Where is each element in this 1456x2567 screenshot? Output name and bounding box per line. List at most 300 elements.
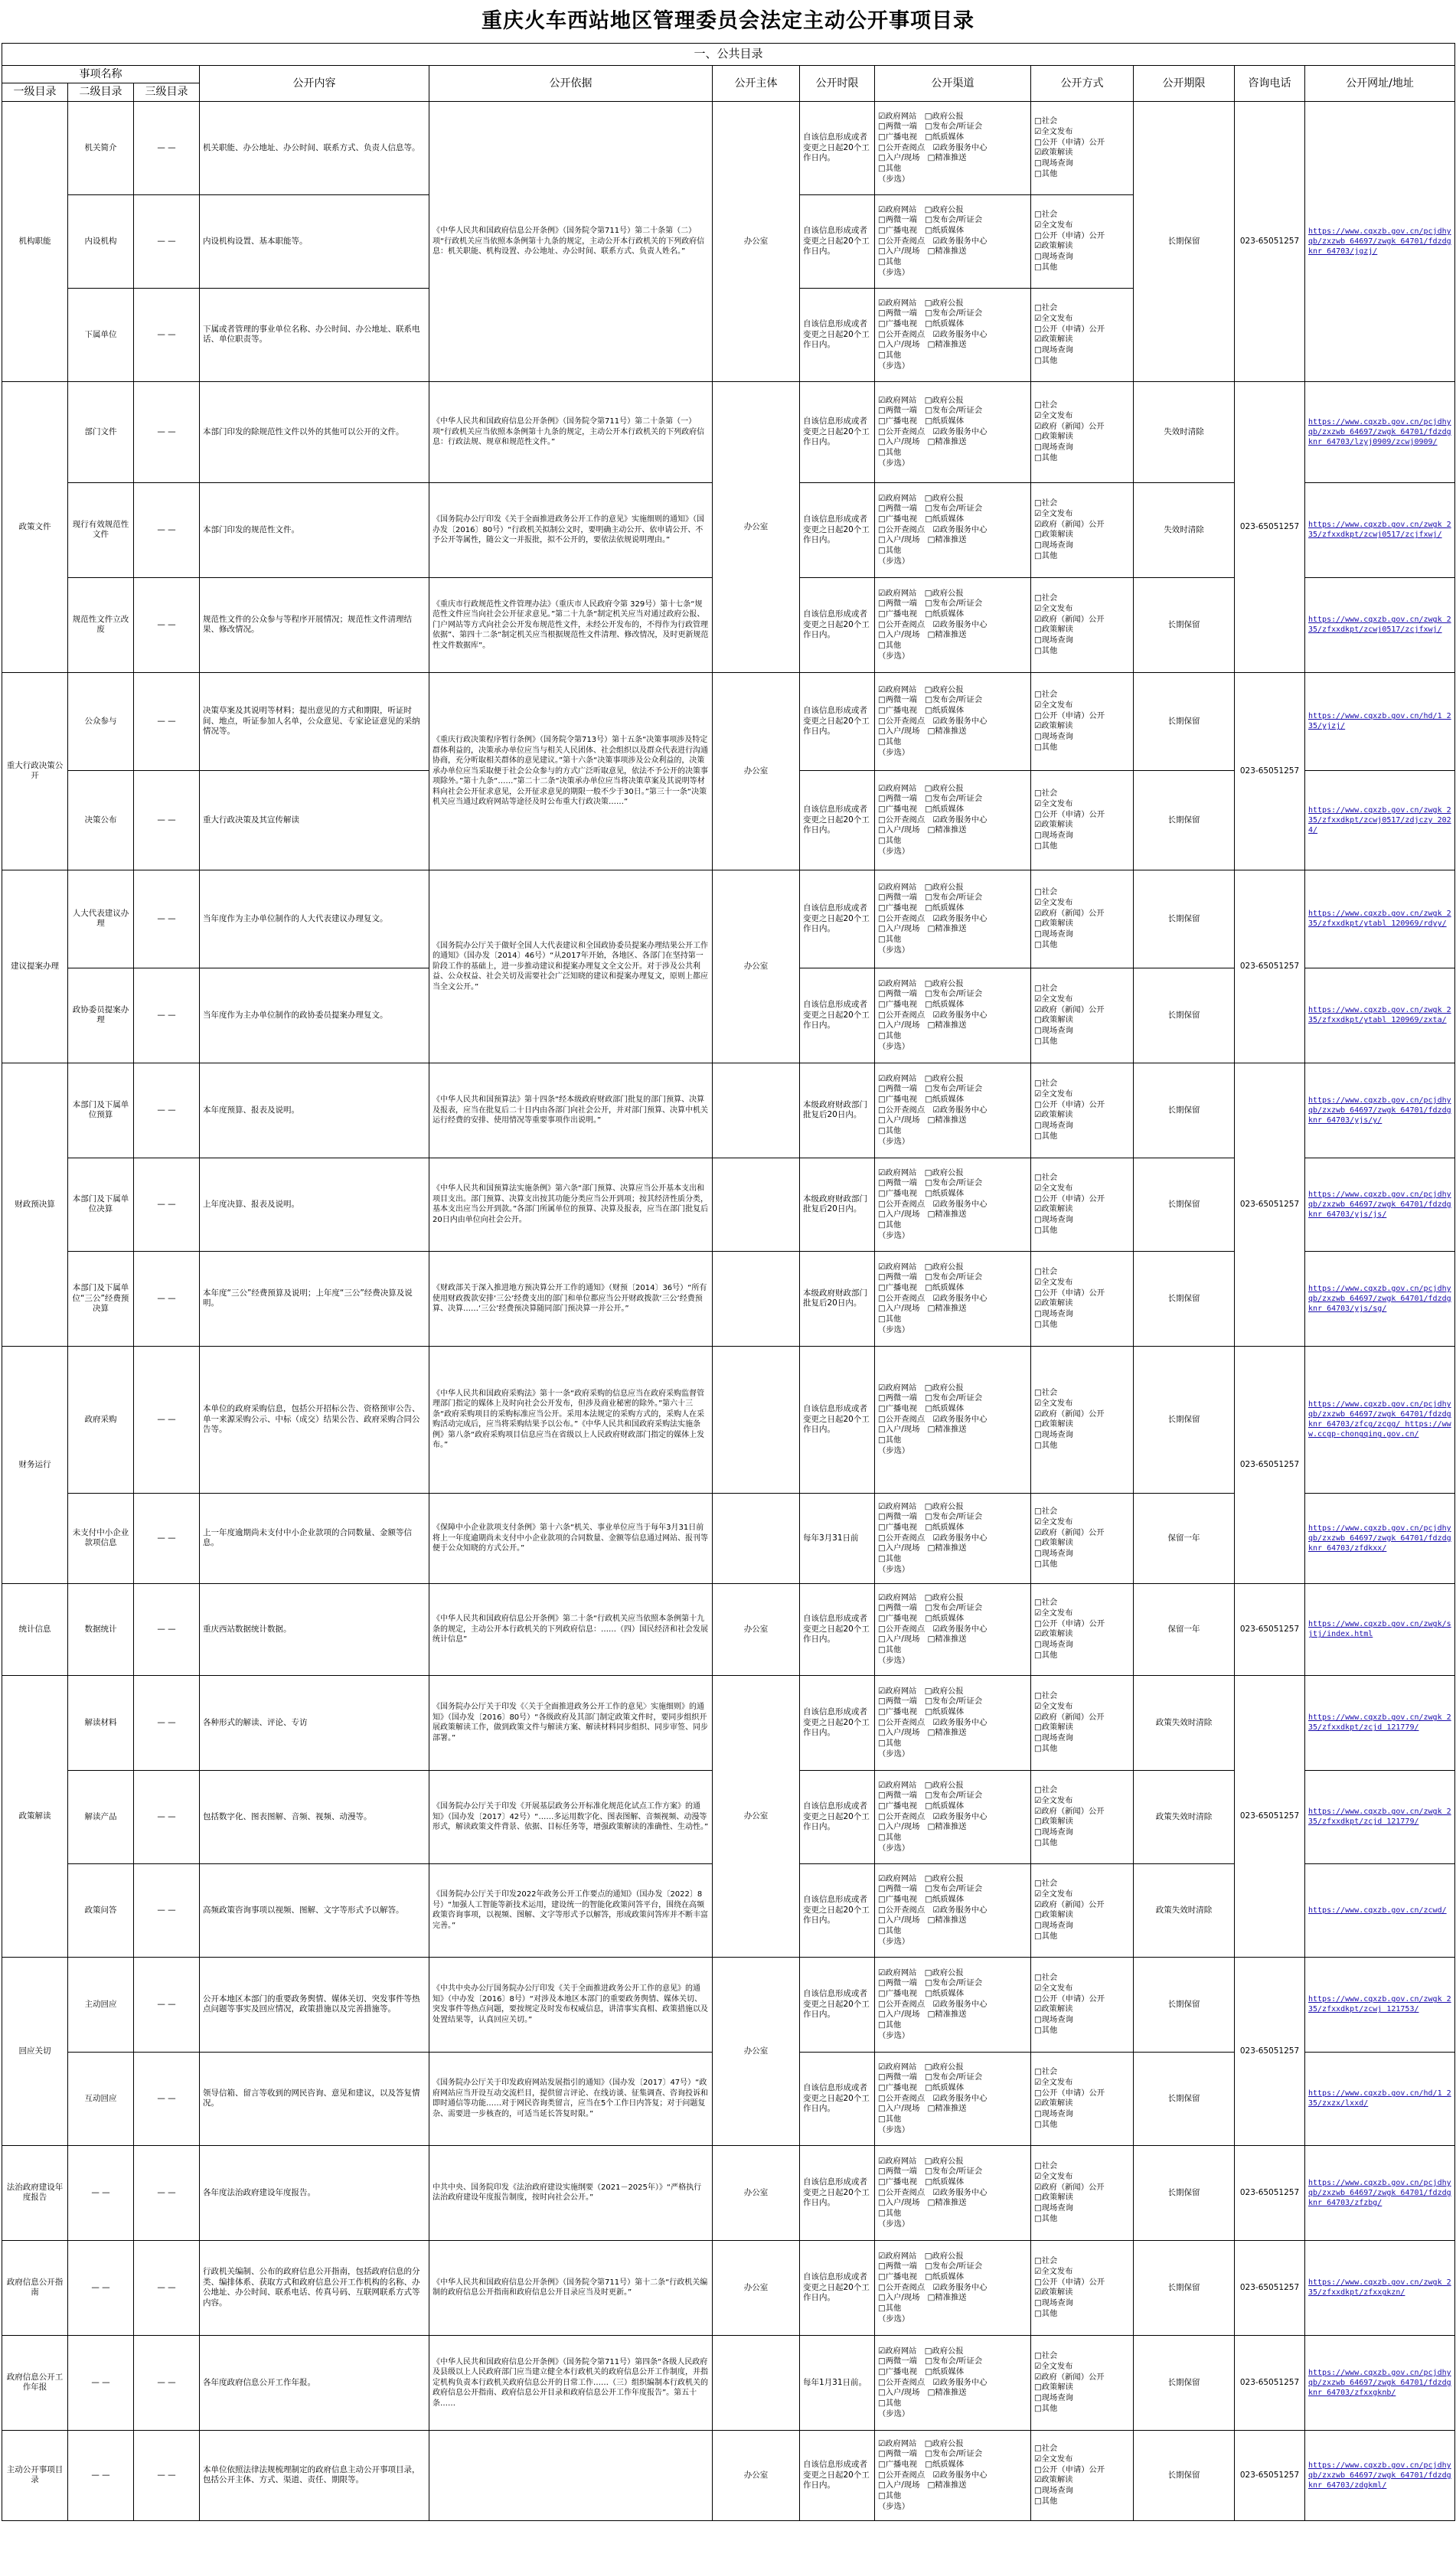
channel-line: □两微一端 □发布会/听证会 <box>878 1697 983 1706</box>
method-cell <box>1031 101 1134 194</box>
channel-line: □广播电视 □纸质媒体 <box>878 1188 965 1198</box>
period-cell: 政策失效时清除 <box>1134 1675 1235 1770</box>
method-cell <box>1031 672 1134 770</box>
channel-line: ☑政府网站 □政府公报 <box>878 1501 964 1511</box>
level3-cell: — — <box>134 2052 200 2145</box>
period-cell: 长期保留 <box>1134 1346 1235 1493</box>
period-cell: 长期保留 <box>1134 870 1235 968</box>
channel-line: （步选） <box>878 1843 910 1853</box>
method-line: □现场查询 <box>1034 1215 1073 1225</box>
channel-cell <box>875 482 1031 577</box>
channel-cell <box>875 1493 1031 1583</box>
channel-cell <box>875 2240 1031 2335</box>
method-line: ☑政策解读 <box>1034 2098 1073 2108</box>
method-cell <box>1031 1583 1134 1675</box>
phone-cell: 023-65051257 <box>1235 101 1305 381</box>
table-row <box>2 2240 1455 2335</box>
channel-line: □两微一端 □发布会/听证会 <box>878 309 983 318</box>
basis-cell: 《中华人民共和国政府信息公开条例》（国务院令第711号）第四条“各级人民政府及县级以上人民政府部门应当建立健全本行政机关的政府信息公开工作制度，并指定机构负责本行政机关政府信息公开的日常工作……（三）组织编制本行政机关的政府信息公开指南、政府信息公开目录和政府信息公开工作年度报告”。第五十条…… <box>429 2335 713 2430</box>
channel-line: □公开查阅点 ☑政务服务中心 <box>878 815 988 825</box>
url-cell <box>1305 1346 1455 1493</box>
time-cell: 自该信息形成或者变更之日起20个工作日内。 <box>800 870 875 968</box>
channel-line: □公开查阅点 ☑政务服务中心 <box>878 2470 988 2480</box>
url-link[interactable]: https://www.cqxzb.gov.cn/zwgk/sjtj/index.html <box>1308 1620 1451 1639</box>
channel-cell <box>875 1251 1031 1346</box>
time-cell: 自该信息形成或者变更之日起20个工作日内。 <box>800 381 875 482</box>
content-cell: 规范性文件的公众参与等程序开展情况；规范性文件清理结果、修改情况。 <box>200 577 429 672</box>
phone-cell: 023-65051257 <box>1235 1063 1305 1346</box>
level3-cell: — — <box>134 1863 200 1957</box>
channel-line: □其他 <box>878 1553 902 1563</box>
url-link[interactable]: https://www.cqxzb.gov.cn/pcjdhyqb/zxzwb 64697/zwgk 64701/fdzdgknr 64703/zfxxgknb/ <box>1308 2368 1451 2397</box>
channel-line: □两微一端 □发布会/听证会 <box>878 1603 983 1613</box>
level3-cell: — — <box>134 1346 200 1493</box>
level2-cell: 本部门及下属单位“三公”经费预决算 <box>68 1251 134 1346</box>
header-phone: 咨询电话 <box>1235 66 1305 102</box>
method-cell <box>1031 1675 1134 1770</box>
time-cell: 每年1月31日前。 <box>800 2335 875 2430</box>
basis-cell: 《中华人民共和国政府信息公开条例》（国务院令第711号）第二十条第（一）项“行政机关应当依照本条例第十九条的规定，主动公开本行政机关的下列政府信息：行政法规、规章和规范性文件。” <box>429 381 713 482</box>
header-level1: 一级目录 <box>2 83 68 101</box>
phone-cell: 023-65051257 <box>1235 2240 1305 2335</box>
channel-cell <box>875 288 1031 381</box>
channel-line: ☑政府网站 □政府公报 <box>878 1592 964 1602</box>
level1-cell: 主动公开事项目录 <box>2 2430 68 2520</box>
phone-cell: 023-65051257 <box>1235 672 1305 870</box>
channel-line: （步选） <box>878 2030 910 2040</box>
content-cell: 本年度“三公”经费预算及说明；上年度“三公”经费决算及说明。 <box>200 1251 429 1346</box>
channel-line: （步选） <box>878 1749 910 1759</box>
url-cell <box>1305 2145 1455 2240</box>
method-cell <box>1031 770 1134 870</box>
method-line: ☑政策解读 <box>1034 148 1073 158</box>
time-cell: 每年3月31日前 <box>800 1493 875 1583</box>
channel-line: □两微一端 □发布会/听证会 <box>878 989 983 999</box>
url-cell <box>1305 482 1455 577</box>
basis-cell: 《国务院办公厅关于印发2022年政务公开工作要点的通知》（国办发〔2022〕8号）“加强人工智能等新技术运用，建设统一的智能化政策问答平台，围绕在高频政策咨询事项，以视频、图解、文字等形式予以解答，形成政策问答库并不断丰富完善。” <box>429 1863 713 1957</box>
url-link[interactable]: https://www.cqxzb.gov.cn/hd/1 235/yjzj/ <box>1308 712 1451 731</box>
method-line: ☑全文发布 <box>1034 994 1073 1004</box>
method-line: ☑全文发布 <box>1034 2172 1073 2182</box>
channel-line: □两微一端 □发布会/听证会 <box>878 1393 983 1403</box>
url-link[interactable]: https://www.cqxzb.gov.cn/zwgk 235/zfxxdkpt/zcwj0517/zdjczy 2024/ <box>1308 805 1451 834</box>
channel-line: □其他 <box>878 2020 902 2030</box>
time-cell: 自该信息形成或者变更之日起20个工作日内。 <box>800 2145 875 2240</box>
content-cell: 各年度法治政府建设年度报告。 <box>200 2145 429 2240</box>
method-line: ☑全文发布 <box>1034 314 1073 324</box>
method-line: ☑全文发布 <box>1034 701 1073 710</box>
channel-line: （步选） <box>878 1041 910 1051</box>
channel-line: ☑政府网站 □政府公报 <box>878 882 964 892</box>
url-link[interactable]: https://www.cqxzb.gov.cn/zwgk 235/zfxxdkpt/zcwj0517/zcjfxwj/ <box>1308 521 1451 540</box>
method-cell <box>1031 2240 1134 2335</box>
method-line: ☑政策解读 <box>1034 1298 1073 1308</box>
channel-line: □两微一端 □发布会/听证会 <box>878 122 983 132</box>
channel-line: □广播电视 □纸质媒体 <box>878 416 965 426</box>
table-row <box>2 2430 1455 2520</box>
url-cell <box>1305 1493 1455 1583</box>
url-link[interactable]: https://www.cqxzb.gov.cn/pcjdhyqb/zxzwb 64697/zwgk 64701/fdzdgknr 64703/jgzj/ <box>1308 227 1451 256</box>
content-cell: 上一年度逾期尚未支付中小企业款项的合同数量、金额等信息。 <box>200 1493 429 1583</box>
method-line: □社会 <box>1034 887 1058 897</box>
channel-line: （步选） <box>878 651 910 661</box>
subject-cell: 办公室 <box>713 2240 800 2335</box>
method-line: ☑全文发布 <box>1034 1984 1073 1994</box>
method-line: □政策解读 <box>1034 625 1073 635</box>
header-period: 公开期限 <box>1134 66 1235 102</box>
channel-line: □广播电视 □纸质媒体 <box>878 2271 965 2281</box>
channel-line: （步选） <box>878 361 910 371</box>
channel-line: □入户/现场 □精准推送 <box>878 2480 967 2490</box>
level3-cell: — — <box>134 194 200 288</box>
time-cell: 本级政府财政部门批复后20日内。 <box>800 1063 875 1158</box>
channel-line: □其他 <box>878 1738 902 1748</box>
url-cell <box>1305 1583 1455 1675</box>
channel-line: □两微一端 □发布会/听证会 <box>878 1178 983 1188</box>
level2-cell: 本部门及下属单位决算 <box>68 1158 134 1251</box>
method-cell <box>1031 381 1134 482</box>
content-cell: 决策草案及其说明等材料；提出意见的方式和期限，听证时间、地点，听证参加人名单，公众意见、专家论证意见的采纳情况等。 <box>200 672 429 770</box>
method-line: □政策解读 <box>1034 432 1073 442</box>
channel-line: ☑政府网站 □政府公报 <box>878 1383 964 1393</box>
method-line: □公开（申请）公开 <box>1034 1288 1105 1298</box>
method-line: □社会 <box>1034 1879 1058 1889</box>
channel-line: □其他 <box>878 2208 902 2218</box>
content-cell: 各年度政府信息公开工作年报。 <box>200 2335 429 2430</box>
channel-cell <box>875 1770 1031 1863</box>
channel-line: □公开查阅点 ☑政务服务中心 <box>878 1010 988 1020</box>
channel-line: □广播电视 □纸质媒体 <box>878 1522 965 1532</box>
channel-line: □入户/现场 □精准推送 <box>878 1425 967 1435</box>
channel-line: （步选） <box>878 1445 910 1455</box>
channel-line: □其他 <box>878 1832 902 1842</box>
method-line: ☑全文发布 <box>1034 1089 1073 1099</box>
method-line: □现场查询 <box>1034 345 1073 355</box>
level3-cell: — — <box>134 577 200 672</box>
channel-line: ☑政府网站 □政府公报 <box>878 2062 964 2072</box>
method-line: □公开（申请）公开 <box>1034 1618 1105 1628</box>
channel-line: □公开查阅点 ☑政务服务中心 <box>878 142 988 152</box>
channel-line: □广播电视 □纸质媒体 <box>878 132 965 142</box>
disclosure-catalog-table <box>2 43 1455 2521</box>
url-link[interactable]: https://www.cqxzb.gov.cn/zwgk 235/zfxxdkpt/ytabl 120969/rdyy/ <box>1308 910 1451 929</box>
level2-cell: 主动回应 <box>68 1957 134 2052</box>
phone-cell: 023-65051257 <box>1235 1583 1305 1675</box>
channel-line: □入户/现场 □精准推送 <box>878 2104 967 2114</box>
url-link[interactable]: https://www.cqxzb.gov.cn/pcjdhyqb/zxzwb 64697/zwgk 64701/fdzdgknr 64703/zfzbg/ <box>1308 2178 1451 2207</box>
url-link[interactable]: https://www.cqxzb.gov.cn/zwgk 235/zfxxdkpt/zcjd 121779/ <box>1308 1808 1451 1827</box>
channel-line: □广播电视 □纸质媒体 <box>878 1706 965 1716</box>
level1-cell: 机构职能 <box>2 101 68 381</box>
channel-line: ☑政府网站 □政府公报 <box>878 2438 964 2448</box>
level3-cell: — — <box>134 1493 200 1583</box>
method-line: □社会 <box>1034 1267 1058 1277</box>
channel-cell <box>875 194 1031 288</box>
method-line: □社会 <box>1034 1173 1058 1183</box>
channel-line: □其他 <box>878 447 902 457</box>
method-line: □其他 <box>1034 2403 1058 2413</box>
channel-line: □广播电视 □纸质媒体 <box>878 903 965 913</box>
level2-cell: 下属单位 <box>68 288 134 381</box>
channel-line: □两微一端 □发布会/听证会 <box>878 1884 983 1894</box>
url-link[interactable]: https://www.cqxzb.gov.cn/zwgk 235/zfxxdkpt/zfxxgkzn/ <box>1308 2278 1451 2298</box>
method-line: ☑全文发布 <box>1034 2454 1073 2464</box>
channel-line: □公开查阅点 ☑政务服务中心 <box>878 2187 988 2197</box>
method-line: □社会 <box>1034 593 1058 603</box>
url-cell <box>1305 381 1455 482</box>
method-line: □现场查询 <box>1034 1121 1073 1131</box>
channel-line: □广播电视 □纸质媒体 <box>878 1282 965 1292</box>
method-line: ☑全文发布 <box>1034 2078 1073 2088</box>
url-link[interactable]: https://www.cqxzb.gov.cn/pcjdhyqb/zxzwb 64697/zwgk 64701/fdzdgknr 64703/yjs/js/ <box>1308 1190 1451 1219</box>
method-line: □社会 <box>1034 2161 1058 2171</box>
channel-line: □其他 <box>878 350 902 360</box>
level2-cell: 解读材料 <box>68 1675 134 1770</box>
header-basis: 公开依据 <box>429 66 713 102</box>
method-cell <box>1031 1770 1134 1863</box>
url-link[interactable]: https://www.cqxzb.gov.cn/pcjdhyqb/zxzwb 64697/zwgk 64701/fdzdgknr 64703/yjs/sg/ <box>1308 1284 1451 1313</box>
url-cell <box>1305 672 1455 770</box>
level3-cell: — — <box>134 870 200 968</box>
time-cell: 自该信息形成或者变更之日起20个工作日内。 <box>800 1346 875 1493</box>
table-row <box>2 381 1455 482</box>
header-row-1 <box>2 66 1455 83</box>
content-cell: 本部门印发的除规范性文件以外的其他可以公开的文件。 <box>200 381 429 482</box>
method-cell <box>1031 482 1134 577</box>
method-cell <box>1031 1251 1134 1346</box>
period-cell: 保留一年 <box>1134 1493 1235 1583</box>
method-line: □其他 <box>1034 1743 1058 1753</box>
method-line: □社会 <box>1034 1079 1058 1089</box>
method-line: □其他 <box>1034 1931 1058 1941</box>
level1-cell: 政府信息公开工作年报 <box>2 2335 68 2430</box>
url-link[interactable]: https://www.cqxzb.gov.cn/zwgk 235/zfxxdkpt/zcwj0517/zcjfxwj/ <box>1308 616 1451 635</box>
channel-line: ☑政府网站 □政府公报 <box>878 2156 964 2166</box>
url-link[interactable]: https://www.cqxzb.gov.cn/pcjdhyqb/zxzwb 64697/zwgk 64701/fdzdgknr 64703/zfdkxx/ <box>1308 1524 1451 1553</box>
method-line: □现场查询 <box>1034 1026 1073 1036</box>
url-link[interactable]: https://www.cqxzb.gov.cn/zwgk 235/zfxxdkpt/zcwj 121753/ <box>1308 1995 1451 2014</box>
channel-line: □公开查阅点 ☑政务服务中心 <box>878 1414 988 1424</box>
content-cell: 上年度决算、报表及说明。 <box>200 1158 429 1251</box>
method-line: □现场查询 <box>1034 252 1073 262</box>
method-line: □现场查询 <box>1034 2393 1073 2403</box>
period-cell: 长期保留 <box>1134 2430 1235 2520</box>
level2-cell: 内设机构 <box>68 194 134 288</box>
channel-line: ☑政府网站 □政府公报 <box>878 783 964 793</box>
channel-line: □广播电视 □纸质媒体 <box>878 2459 965 2469</box>
method-cell <box>1031 1158 1134 1251</box>
channel-line: □入户/现场 □精准推送 <box>878 2388 967 2398</box>
content-cell: 包括数字化、图表图解、音频、视频、动漫等。 <box>200 1770 429 1863</box>
table-row <box>2 870 1455 968</box>
channel-line: □入户/现场 □精准推送 <box>878 437 967 447</box>
method-line: □社会 <box>1034 1598 1058 1608</box>
method-line: □社会 <box>1034 400 1058 410</box>
channel-line: □入户/现场 □精准推送 <box>878 1115 967 1125</box>
level3-cell: — — <box>134 381 200 482</box>
method-line: ☑全文发布 <box>1034 604 1073 614</box>
channel-line: □入户/现场 □精准推送 <box>878 1915 967 1925</box>
channel-line: □入户/现场 □精准推送 <box>878 2010 967 2020</box>
level2-cell: 本部门及下属单位预算 <box>68 1063 134 1158</box>
method-line: ☑政策解读 <box>1034 2288 1073 2298</box>
channel-line: ☑政府网站 □政府公报 <box>878 978 964 988</box>
content-cell: 机关职能、办公地址、办公时间、联系方式、负责人信息等。 <box>200 101 429 194</box>
method-line: □其他 <box>1034 841 1058 851</box>
url-cell <box>1305 2335 1455 2430</box>
table-row <box>2 1675 1455 1770</box>
basis-cell <box>429 2430 713 2520</box>
method-line: □其他 <box>1034 1036 1058 1046</box>
method-cell <box>1031 194 1134 288</box>
url-link[interactable]: https://www.cqxzb.gov.cn/pcjdhyqb/zxzwb 64697/zwgk 64701/fdzdgknr 64703/yjs/y/ <box>1308 1096 1451 1125</box>
channel-line: □入户/现场 □精准推送 <box>878 1021 967 1030</box>
subject-cell <box>713 1251 800 1346</box>
basis-cell: 《国务院办公厅关于印发《〈关于全面推进政务公开工作的意见〉实施细则》的通知》（国办发〔2016〕80号）“各级政府及其部门制定政策文件时，要同步组织开展政策解读工作，做到政策文件与解读方案、解读材料同步组织、同步审签、同步部署。” <box>429 1675 713 1770</box>
method-line: ☑政府（新闻）公开 <box>1034 1409 1105 1419</box>
channel-line: □入户/现场 □精准推送 <box>878 340 967 350</box>
header-content: 公开内容 <box>200 66 429 102</box>
method-line: ☑全文发布 <box>1034 509 1073 519</box>
period-cell: 长期保留 <box>1134 2145 1235 2240</box>
method-line: □现场查询 <box>1034 1430 1073 1440</box>
method-line: □公开（申请）公开 <box>1034 710 1105 720</box>
level2-cell: — — <box>68 2335 134 2430</box>
time-cell: 自该信息形成或者变更之日起20个工作日内。 <box>800 1583 875 1675</box>
channel-line: （步选） <box>878 1936 910 1946</box>
subject-cell: 办公室 <box>713 2430 800 2520</box>
basis-cell: 《中共中央办公厅国务院办公厅印发《关于全面推进政务公开工作的意见》的通知》（中办发〔2016〕8号）“对涉及本地区本部门的重要政务舆情、媒体关切、突发事件等热点问题，要按规定及时发布权威信息，讲清事实真相、政策措施以及处置结果等，认真回应关切。” <box>429 1957 713 2052</box>
subject-cell: 办公室 <box>713 1957 800 2145</box>
level3-cell: — — <box>134 2240 200 2335</box>
channel-line: □入户/现场 □精准推送 <box>878 1210 967 1220</box>
level2-cell: 未支付中小企业款项信息 <box>68 1493 134 1583</box>
method-line: □政策解读 <box>1034 1419 1073 1429</box>
subject-cell <box>713 1493 800 1583</box>
method-line: □政策解读 <box>1034 1015 1073 1025</box>
channel-line: ☑政府网站 □政府公报 <box>878 1073 964 1083</box>
method-line: □公开（申请）公开 <box>1034 2464 1105 2474</box>
subject-cell: 办公室 <box>713 870 800 1063</box>
time-cell: 自该信息形成或者变更之日起20个工作日内。 <box>800 1675 875 1770</box>
method-line: □现场查询 <box>1034 2298 1073 2308</box>
header-time: 公开时限 <box>800 66 875 102</box>
url-link[interactable]: https://www.cqxzb.gov.cn/pcjdhyqb/zxzwb 64697/zwgk 64701/fdzdgknr 64703/zdgkml/ <box>1308 2461 1451 2490</box>
channel-line: □公开查阅点 ☑政务服务中心 <box>878 2377 988 2387</box>
basis-cell: 《中华人民共和国预算法》第十四条“经本级政府财政部门批复的部门预算、决算及报表，应当在批复后二十日内由各部门向社会公开，并对部门预算、决算中机关运行经费的安排、使用情况等重要事项作出说明。” <box>429 1063 713 1158</box>
header-level2: 二级目录 <box>68 83 134 101</box>
level2-cell: 决策公布 <box>68 770 134 870</box>
channel-line: □广播电视 □纸质媒体 <box>878 1403 965 1413</box>
level1-cell: 财政预决算 <box>2 1063 68 1346</box>
level2-cell: 规范性文件立改废 <box>68 577 134 672</box>
url-link[interactable]: https://www.cqxzb.gov.cn/pcjdhyqb/zxzwb 64697/zwgk 64701/fdzdgknr 64703/lzyj0909/zcwj0909/ <box>1308 417 1451 446</box>
level2-cell: 解读产品 <box>68 1770 134 1863</box>
level3-cell: — — <box>134 770 200 870</box>
method-line: □社会 <box>1034 1785 1058 1795</box>
channel-line: □公开查阅点 ☑政务服务中心 <box>878 1624 988 1634</box>
channel-line: □广播电视 □纸质媒体 <box>878 1801 965 1811</box>
time-cell: 自该信息形成或者变更之日起20个工作日内。 <box>800 1957 875 2052</box>
method-line: □现场查询 <box>1034 1309 1073 1319</box>
method-line: □其他 <box>1034 2496 1058 2506</box>
method-line: □其他 <box>1034 1225 1058 1235</box>
channel-line: ☑政府网站 □政府公报 <box>878 1968 964 1978</box>
method-cell <box>1031 2145 1134 2240</box>
channel-cell <box>875 1675 1031 1770</box>
content-cell: 下属或者管理的事业单位名称、办公时间、办公地址、联系电话、单位职责等。 <box>200 288 429 381</box>
url-link[interactable]: https://www.cqxzb.gov.cn/zwgk 235/zfxxdkpt/zcjd 121779/ <box>1308 1713 1451 1733</box>
basis-cell: 《中华人民共和国政府采购法》第十一条“政府采购的信息应当在政府采购监督管理部门指定的媒体上及时向社会公开发布，但涉及商业秘密的除外。”第六十三条“政府采购项目的采购标准应当公开。采用本法规定的采购方式的，采购人在采购活动完成后，应当将采购结果予以公布。”《中华人民共和国政府采购法实施条例》第八条“政府采购项目信息应当在省级以上人民政府财政部门指定的媒体上发布。” <box>429 1346 713 1493</box>
basis-cell: 《中华人民共和国政府信息公开条例》第二十条“行政机关应当依照本条例第十九条的规定，主动公开本行政机关的下列政府信息：……（四）国民经济和社会发展统计信息” <box>429 1583 713 1675</box>
method-line: □其他 <box>1034 1319 1058 1329</box>
subject-cell: 办公室 <box>713 2145 800 2240</box>
level3-cell: — — <box>134 1251 200 1346</box>
level1-cell: 财务运行 <box>2 1346 68 1583</box>
url-cell <box>1305 1158 1455 1251</box>
method-line: ☑全文发布 <box>1034 1608 1073 1618</box>
table-row <box>2 672 1455 770</box>
channel-line: ☑政府网站 □政府公报 <box>878 684 964 694</box>
channel-line: （步选） <box>878 747 910 757</box>
method-line: ☑政策解读 <box>1034 1204 1073 1214</box>
method-line: □其他 <box>1034 355 1058 365</box>
method-line: □社会 <box>1034 2351 1058 2361</box>
method-line: ☑全文发布 <box>1034 1184 1073 1194</box>
time-cell: 自该信息形成或者变更之日起20个工作日内。 <box>800 288 875 381</box>
channel-line: □广播电视 □纸质媒体 <box>878 225 965 235</box>
channel-line: □两微一端 □发布会/听证会 <box>878 794 983 804</box>
method-line: □社会 <box>1034 116 1058 126</box>
basis-cell: 《国务院办公厅关于做好全国人大代表建议和全国政协委员提案办理结果公开工作的通知》（国办发〔2014〕46号）“从2017年开始，各地区、各部门在坚持第一阶段工作的基础上，进一步推动建议和提案办理复文全文公开。对于涉及公共利益、公众权益、社会关切及需要社会广泛知晓的建议和提案办理复文，原则上都应当全文公开。” <box>429 870 713 1063</box>
phone-cell: 023-65051257 <box>1235 2430 1305 2520</box>
method-line: ☑全文发布 <box>1034 411 1073 421</box>
method-line: ☑政策解读 <box>1034 2475 1073 2485</box>
method-line: □政策解读 <box>1034 1538 1073 1548</box>
channel-line: （步选） <box>878 2409 910 2418</box>
table-row <box>2 1583 1455 1675</box>
url-link[interactable]: https://www.cqxzb.gov.cn/hd/1 235/zxzx/lxxd/ <box>1308 2089 1451 2108</box>
level1-cell: 回应关切 <box>2 1957 68 2145</box>
time-cell: 自该信息形成或者变更之日起20个工作日内。 <box>800 968 875 1063</box>
channel-line: （步选） <box>878 2501 910 2511</box>
channel-line: □两微一端 □发布会/听证会 <box>878 1512 983 1522</box>
url-link[interactable]: https://www.cqxzb.gov.cn/zwgk 235/zfxxdkpt/ytabl 120969/zxta/ <box>1308 1006 1451 1025</box>
channel-line: □两微一端 □发布会/听证会 <box>878 2072 983 2082</box>
channel-line: □广播电视 □纸质媒体 <box>878 2366 965 2376</box>
time-cell: 自该信息形成或者变更之日起20个工作日内。 <box>800 194 875 288</box>
level2-cell: 人大代表建议办理 <box>68 870 134 968</box>
url-link[interactable]: https://www.cqxzb.gov.cn/zcwd/ <box>1308 1906 1447 1915</box>
channel-line: □入户/现场 □精准推送 <box>878 535 967 545</box>
method-line: ☑政府（新闻）公开 <box>1034 2182 1105 2192</box>
time-cell: 自该信息形成或者变更之日起20个工作日内。 <box>800 482 875 577</box>
method-line: □其他 <box>1034 1440 1058 1450</box>
channel-line: ☑政府网站 □政府公报 <box>878 298 964 308</box>
channel-line: □其他 <box>878 1125 902 1135</box>
method-cell <box>1031 1493 1134 1583</box>
method-line: □现场查询 <box>1034 1733 1073 1743</box>
channel-cell <box>875 870 1031 968</box>
phone-cell: 023-65051257 <box>1235 1957 1305 2145</box>
period-cell: 政策失效时清除 <box>1134 1863 1235 1957</box>
method-line: ☑政策解读 <box>1034 335 1073 345</box>
channel-cell <box>875 381 1031 482</box>
url-link[interactable]: https://www.cqxzb.gov.cn/pcjdhyqb/zxzwb 64697/zwgk 64701/fdzdgknr 64703/zfcg/zcgg/ https://www.ccgp-chongqing.gov.cn/ <box>1308 1400 1451 1439</box>
period-cell: 失效时清除 <box>1134 381 1235 482</box>
method-line: □其他 <box>1034 1559 1058 1569</box>
method-cell <box>1031 2335 1134 2430</box>
